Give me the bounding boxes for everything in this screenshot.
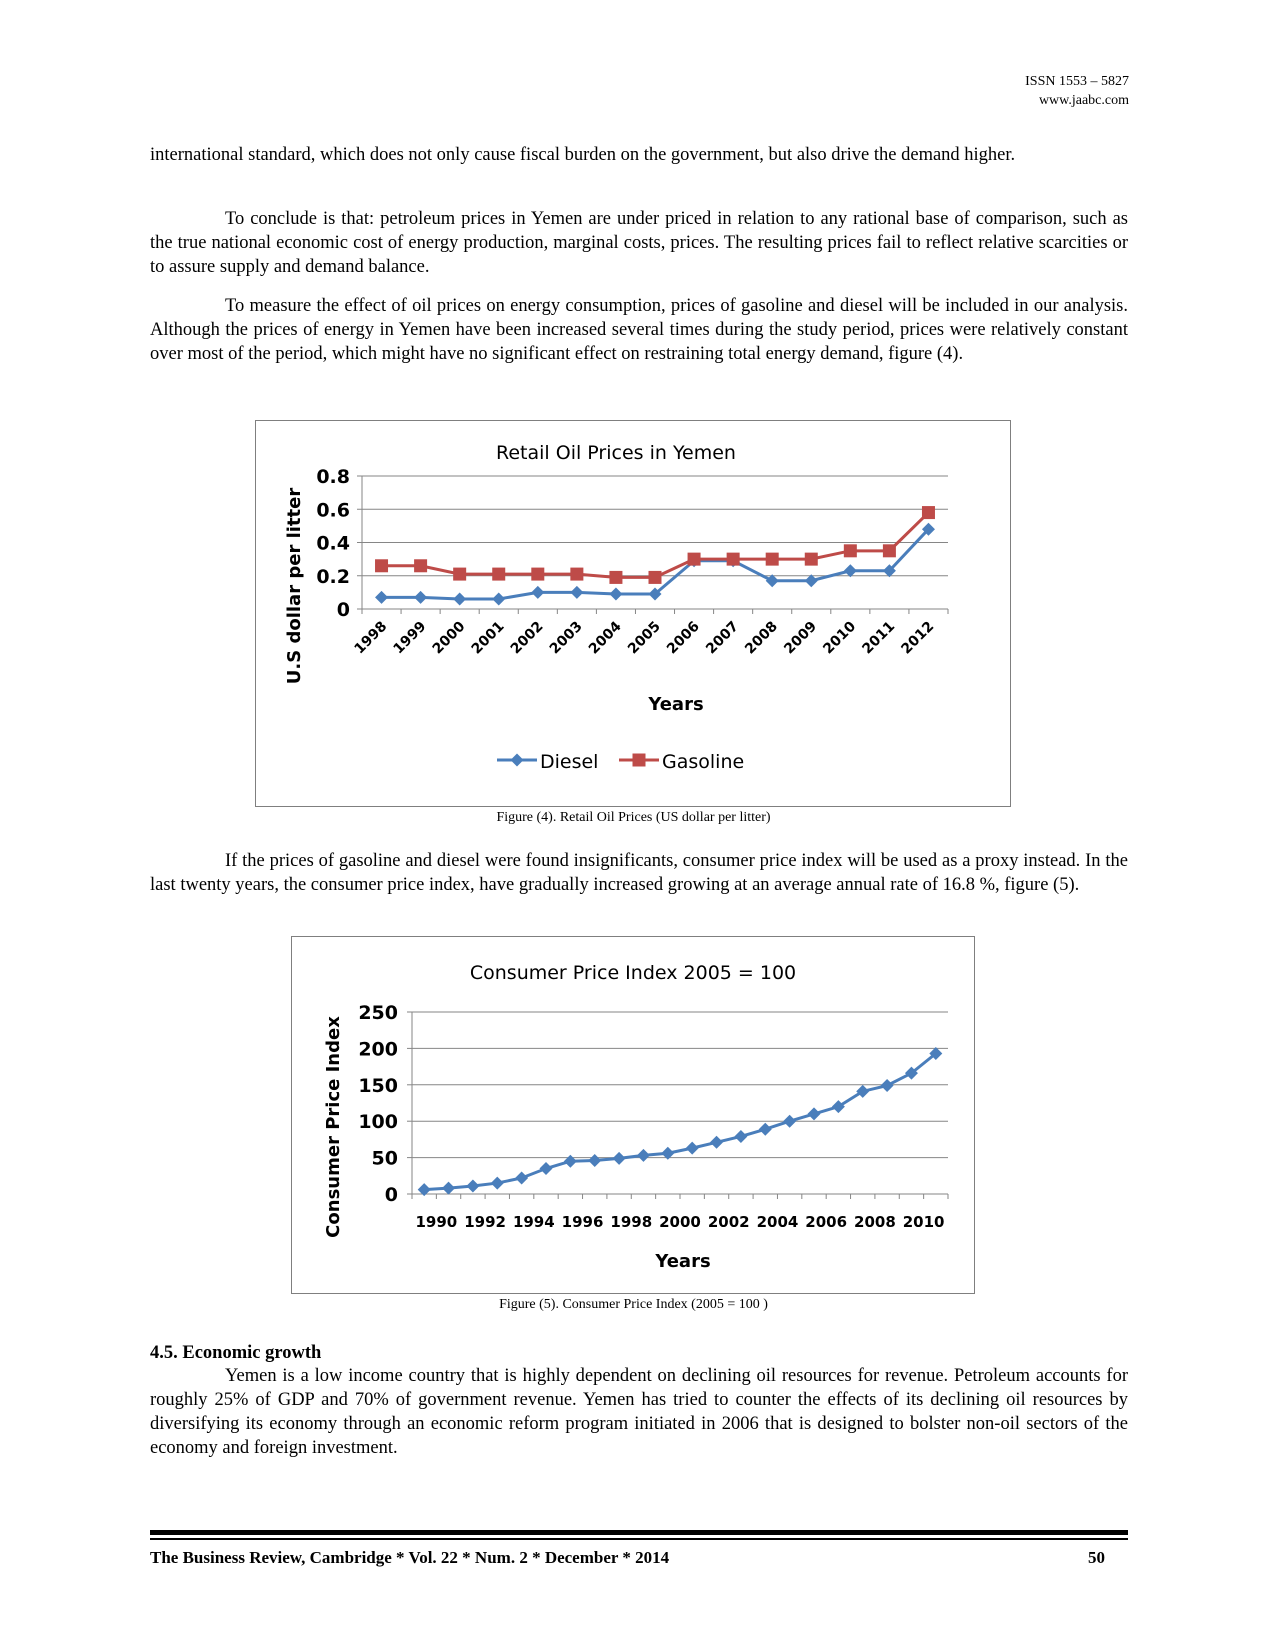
paragraph-1: international standard, which does not only cause fiscal burden on the government, but also drive the demand higher. <box>150 145 1016 165</box>
x-axis-title: Years <box>655 1251 711 1272</box>
y-axis-title: U.S dollar per litter <box>284 487 305 685</box>
y-tick-label: 0.2 <box>316 565 350 588</box>
data-point <box>466 1179 479 1192</box>
x-tick-label: 2008 <box>854 1213 896 1231</box>
x-tick-label: 2012 <box>898 618 938 658</box>
data-point <box>442 1182 455 1195</box>
legend-diesel-marker <box>511 754 524 767</box>
retail-oil-prices-chart <box>256 421 1010 806</box>
figure-5-caption: Figure (5). Consumer Price Index (2005 = 100 ) <box>499 1297 768 1312</box>
data-point <box>564 1155 577 1168</box>
figure-4-caption: Figure (4). Retail Oil Prices (US dollar per litter) <box>496 810 771 825</box>
data-point <box>766 553 779 566</box>
data-point <box>531 586 544 599</box>
y-axis-title: Consumer Price Index <box>323 1016 344 1238</box>
x-tick-label: 1990 <box>415 1213 458 1231</box>
data-point <box>570 568 583 581</box>
x-tick-label: 1998 <box>351 618 391 658</box>
x-tick-label: 2007 <box>703 618 742 658</box>
data-point <box>844 544 857 557</box>
y-tick-label: 0 <box>336 599 350 621</box>
data-point <box>805 553 818 566</box>
journal-website: www.jaabc.com <box>1038 93 1129 108</box>
x-tick-label: 2003 <box>546 618 586 658</box>
chart-title: Retail Oil Prices in Yemen <box>496 442 736 464</box>
x-tick-label: 2005 <box>624 618 664 658</box>
x-tick-label: 2006 <box>664 618 703 658</box>
x-tick-label: 2002 <box>707 1213 750 1231</box>
x-tick-label: 2009 <box>781 618 821 658</box>
x-tick-label: 1996 <box>561 1213 604 1231</box>
x-tick-label: 2004 <box>756 1213 799 1231</box>
x-tick-label: 2010 <box>902 1213 945 1231</box>
data-point <box>588 1154 601 1167</box>
legend-diesel-label: Diesel <box>540 751 599 773</box>
x-tick-label: 2004 <box>585 618 625 658</box>
chart-title: Consumer Price Index 2005 = 100 <box>469 962 797 984</box>
data-point <box>710 1136 723 1149</box>
data-point <box>453 593 466 606</box>
data-point <box>649 571 662 584</box>
data-point <box>883 544 896 557</box>
x-axis-title: Years <box>648 694 704 715</box>
x-tick-label: 2006 <box>805 1213 848 1231</box>
y-tick-label: 250 <box>358 1002 398 1024</box>
data-point <box>609 588 622 601</box>
paragraph-4: If the prices of gasoline and diesel were found insignificants, consumer price index will be used as a proxy instead. In the last twenty years, the consumer price index, have gradually increased growing at an average annual rate of 16.8 %, figure (5). <box>150 851 1128 895</box>
data-point <box>453 568 466 581</box>
paragraph-5: Yemen is a low income country that is highly dependent on declining oil resources for revenue. Petroleum accounts for roughly 25% of GDP and 70% of government revenue. Yemen has tried to counter the effects of its declining oil resources by diversifying its economy through an economic reform program initiated in 2006 that is designed to bolster non-oil sectors of the economy and foreign investment. <box>150 1366 1128 1458</box>
footer-rule-thin <box>150 1538 1128 1540</box>
x-tick-label: 2008 <box>742 618 782 658</box>
figure-5-chart <box>291 936 975 1294</box>
data-point <box>375 559 388 572</box>
y-tick-label: 0.4 <box>316 532 350 555</box>
paragraph-3: To measure the effect of oil prices on energy consumption, prices of gasoline and diesel will be included in our analysis. Although the prices of energy in Yemen have been increased several times during the study period, prices were relatively constant over most of the period, which might have no significant effect on restraining total energy demand, figure (4). <box>150 296 1128 364</box>
y-tick-label: 0.6 <box>316 499 350 522</box>
page-header <box>1025 72 1129 110</box>
data-point <box>881 1079 894 1092</box>
x-tick-label: 1992 <box>464 1213 506 1231</box>
data-point <box>540 1162 553 1175</box>
issn-text: ISSN 1553 – 5827 <box>1025 74 1129 89</box>
x-tick-label: 2000 <box>429 618 469 658</box>
data-point <box>570 586 583 599</box>
legend-gasoline-label: Gasoline <box>662 751 745 773</box>
data-point <box>613 1152 626 1165</box>
data-point <box>759 1123 772 1136</box>
consumer-price-index-chart <box>292 937 974 1293</box>
y-tick-label: 0 <box>384 1184 398 1206</box>
x-tick-label: 2010 <box>820 618 860 658</box>
data-point <box>531 568 544 581</box>
paragraph-2: To conclude is that: petroleum prices in Yemen are under priced in relation to any rational base of comparison, such as the true national economic cost of energy production, marginal costs, prices. The resulting prices fail to reflect relative scarcities or to assure supply and demand balance. <box>150 209 1128 277</box>
data-point <box>491 1177 504 1190</box>
data-point <box>783 1115 796 1128</box>
y-tick-label: 50 <box>371 1147 398 1170</box>
y-tick-label: 200 <box>358 1038 398 1061</box>
figure-4-chart <box>255 420 1011 807</box>
legend-gasoline-marker <box>633 754 646 767</box>
data-point <box>375 591 388 604</box>
data-point <box>414 591 427 604</box>
x-tick-label: 2002 <box>507 618 547 658</box>
data-point <box>414 559 427 572</box>
data-point <box>734 1130 747 1143</box>
data-point <box>492 593 505 606</box>
data-point <box>922 506 935 519</box>
section-heading: 4.5. Economic growth <box>150 1343 322 1363</box>
x-tick-label: 1994 <box>512 1213 555 1231</box>
footer-rule-thick <box>150 1530 1128 1535</box>
data-point <box>686 1142 699 1155</box>
x-tick-label: 2011 <box>859 618 899 658</box>
data-point <box>688 553 701 566</box>
footer-journal: The Business Review, Cambridge * Vol. 22 * Num. 2 * December * 2014 <box>150 1548 670 1567</box>
data-point <box>727 553 740 566</box>
data-point <box>492 568 505 581</box>
data-point <box>515 1171 528 1184</box>
data-point <box>609 571 622 584</box>
footer-page-number: 50 <box>1088 1548 1105 1567</box>
y-tick-label: 0.8 <box>316 466 350 488</box>
y-tick-label: 100 <box>358 1111 398 1134</box>
data-point <box>808 1107 821 1120</box>
x-tick-label: 2000 <box>659 1213 701 1231</box>
data-point <box>637 1149 650 1162</box>
x-tick-label: 1998 <box>610 1213 653 1231</box>
x-tick-label: 2001 <box>468 618 508 658</box>
x-tick-label: 1999 <box>390 618 430 658</box>
y-tick-label: 150 <box>358 1074 398 1097</box>
